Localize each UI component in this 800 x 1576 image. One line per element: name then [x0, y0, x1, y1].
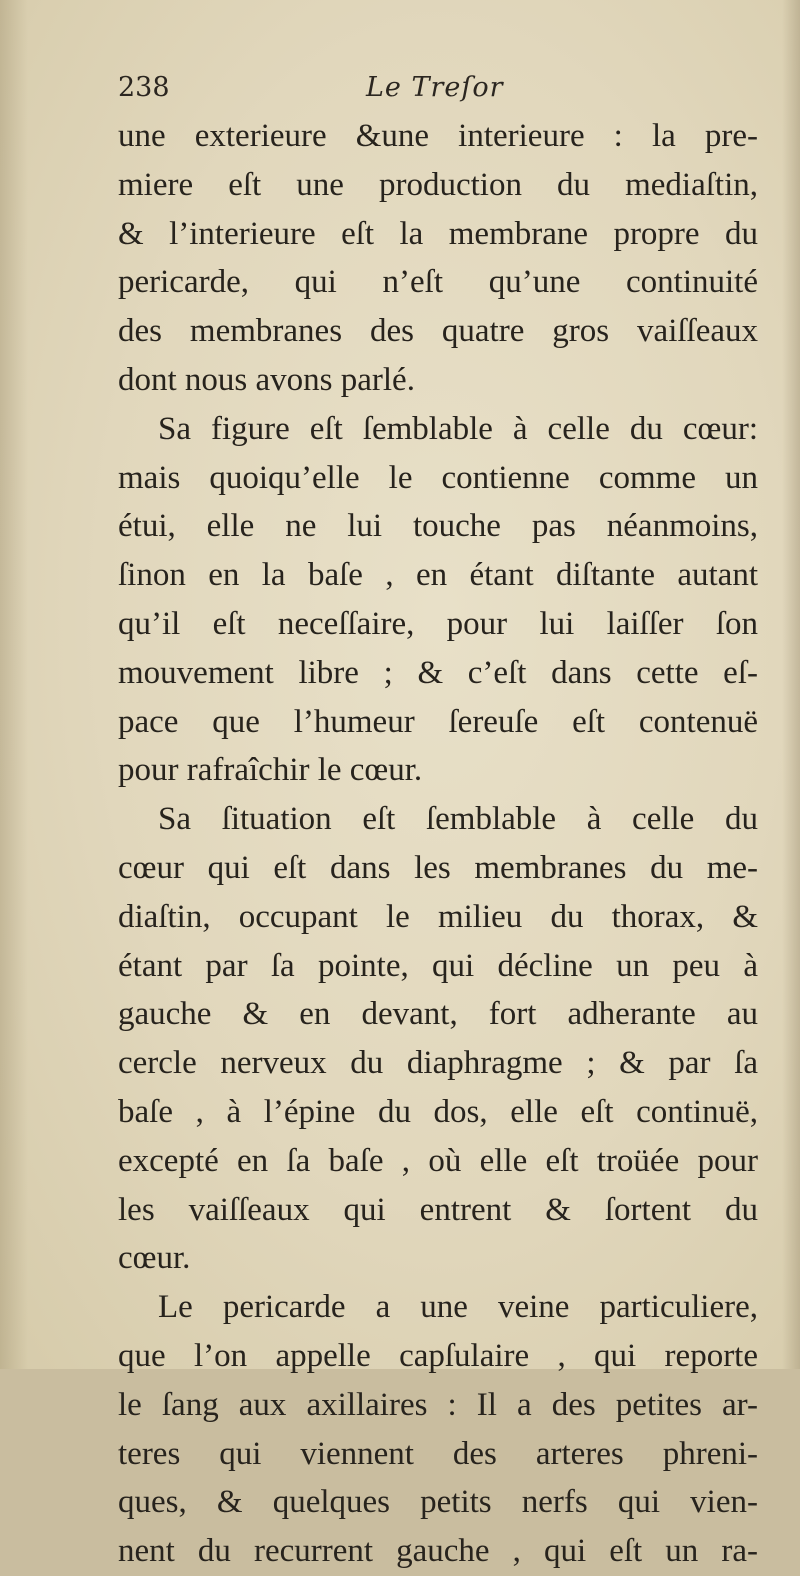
- text-line: dont nous avons parlé.: [118, 361, 415, 398]
- text-line: miere eſt une production du mediaſtin,: [118, 166, 758, 203]
- text-line: ſinon en la baſe , en étant diſtante autant: [118, 557, 758, 594]
- text-line: les vaiſſeaux qui entrent & ſortent du: [118, 1191, 758, 1228]
- text-line: une exterieure &une interieure : la pre-: [118, 118, 758, 154]
- text-line: Le pericarde a une veine particuliere,: [158, 1289, 758, 1326]
- page-header: [118, 72, 758, 112]
- text-line: que l’on appelle capſulaire , qui reporte: [118, 1337, 758, 1374]
- text-line: étui, elle ne lui touche pas néanmoins,: [118, 508, 758, 545]
- text-line: le ſang aux axillaires : Il a des petites ar-: [118, 1386, 758, 1423]
- text-line: mais quoiqu’elle le contienne comme un: [118, 459, 758, 496]
- text-line: & l’interieure eſt la membrane propre du: [118, 215, 758, 252]
- text-line: nent du recurrent gauche , qui eſt un ra-: [118, 1533, 758, 1570]
- running-title: Le Treſor: [366, 72, 504, 103]
- page-number: 238: [118, 72, 170, 103]
- text-line: excepté en ſa baſe , où elle eſt troüée pour: [118, 1142, 758, 1179]
- text-line: Sa figure eſt ſemblable à celle du cœur:: [158, 410, 758, 447]
- text-line: pace que l’humeur ſereuſe eſt contenuë: [118, 703, 758, 740]
- text-line: pericarde, qui n’eſt qu’une continuité: [118, 264, 758, 301]
- text-line: teres qui viennent des arteres phreni-: [118, 1435, 758, 1472]
- text-line: mouvement libre ; & c’eſt dans cette eſ-: [118, 654, 758, 691]
- text-line: ques, & quelques petits nerfs qui vien-: [118, 1484, 758, 1521]
- text-line: Sa ſituation eſt ſemblable à celle du: [158, 801, 758, 838]
- text-line: étant par ſa pointe, qui décline un peu à: [118, 947, 758, 984]
- text-line: des membranes des quatre gros vaiſſeaux: [118, 313, 758, 350]
- text-line: baſe , à l’épine du dos, elle eſt continuë,: [118, 1093, 758, 1130]
- text-line: cœur.: [118, 1240, 191, 1277]
- text-line: qu’il eſt neceſſaire, pour lui laiſſer ſon: [118, 605, 758, 642]
- text-line: diaſtin, occupant le milieu du thorax, &: [118, 898, 758, 935]
- text-line: gauche & en devant, fort adherante au: [118, 996, 758, 1033]
- text-line: cœur qui eſt dans les membranes du me-: [118, 849, 758, 886]
- text-line: cercle nerveux du diaphragme ; & par ſa: [118, 1045, 758, 1082]
- text-line: pour rafraîchir le cœur.: [118, 752, 423, 789]
- body-text: [118, 112, 758, 1576]
